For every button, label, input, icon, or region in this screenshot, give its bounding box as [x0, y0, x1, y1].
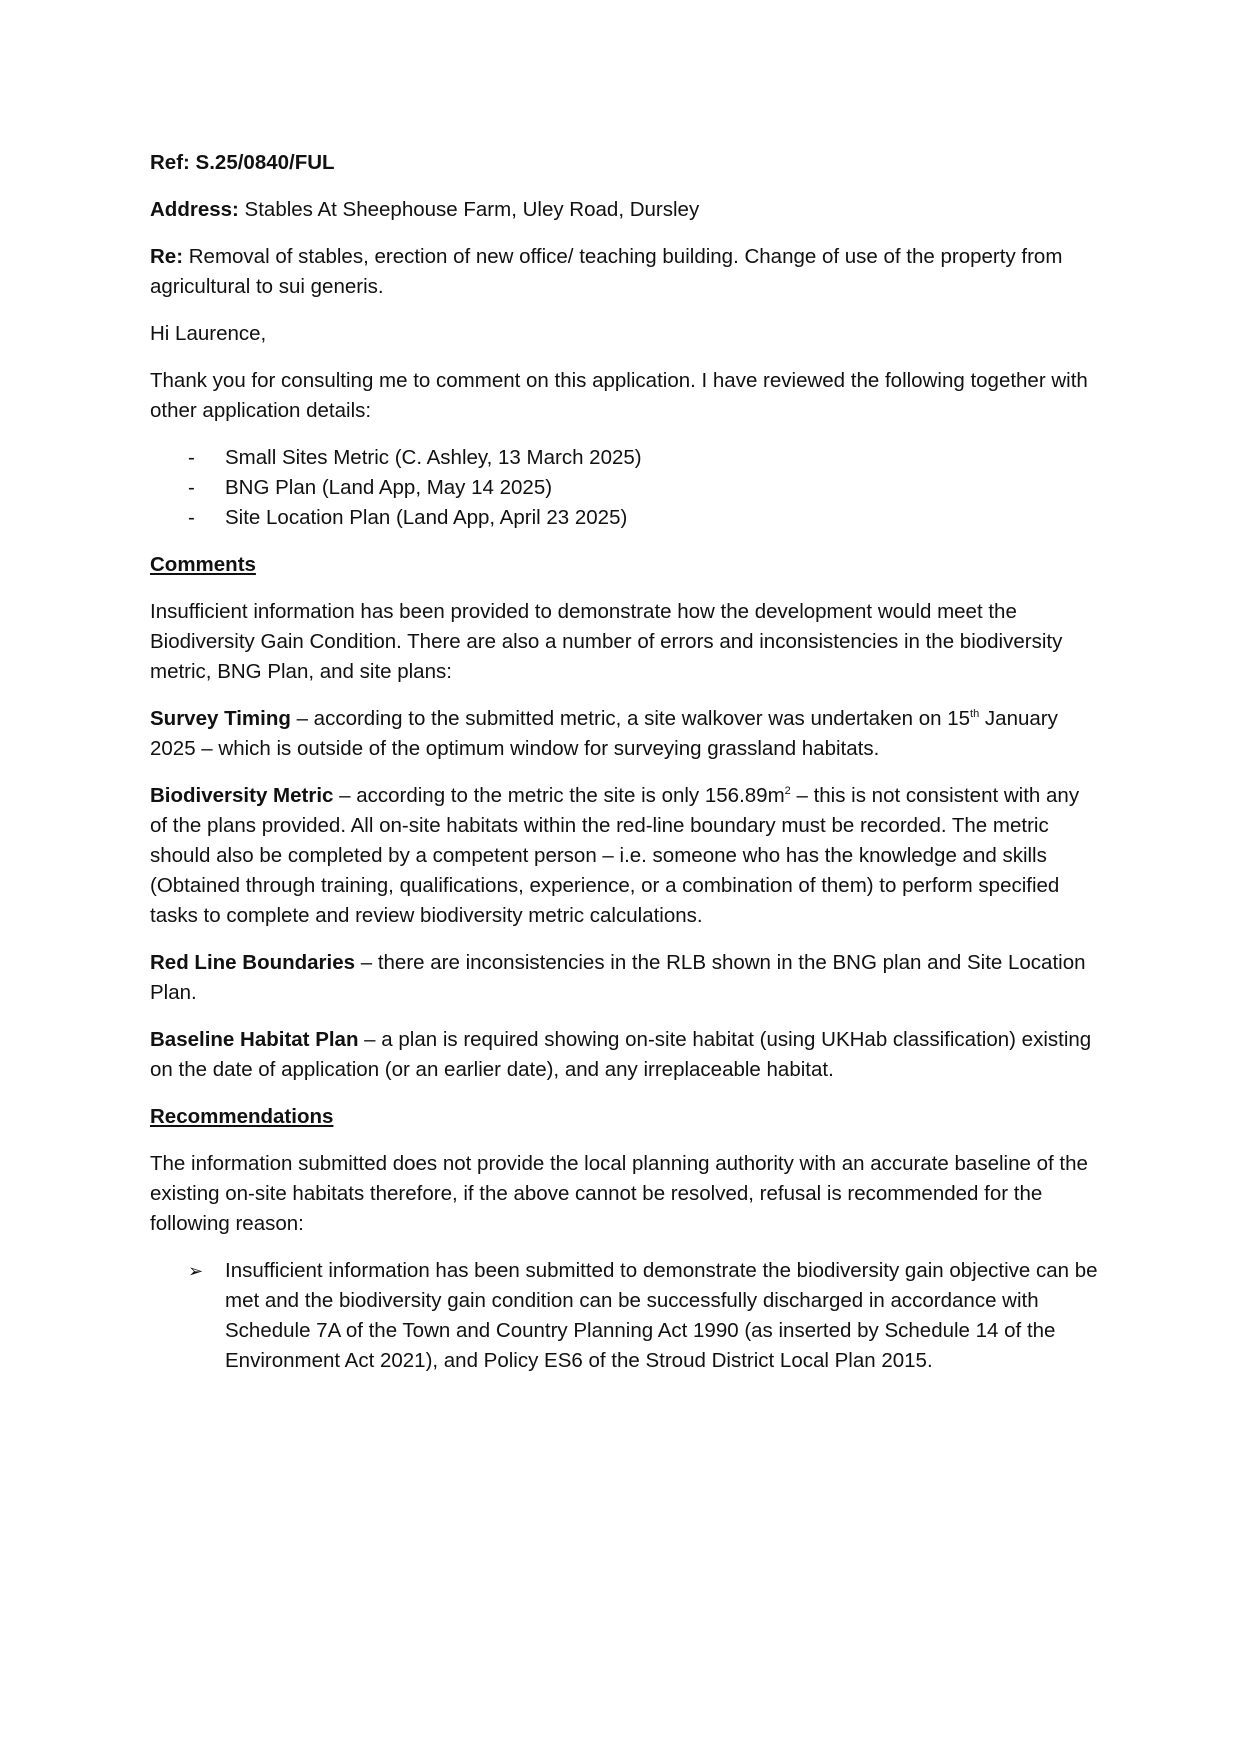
recommendations-heading: Recommendations [150, 1105, 334, 1128]
ref-line [150, 148, 1100, 178]
biodiversity-metric-paragraph [150, 781, 1100, 931]
comments-intro: Insufficient information has been provided to demonstrate how the development would meet the Biodiversity Gain Condition. There are also a number of errors and inconsistencies in the biodiversity metric, BNG Plan, and site plans: [150, 600, 1063, 683]
reasons-list [150, 1256, 1100, 1376]
baseline-habitat-paragraph [150, 1025, 1100, 1085]
dash-marker: - [188, 476, 195, 499]
document-item-text: Small Sites Metric (C. Ashley, 13 March 2025) [225, 446, 642, 469]
survey-timing-sup: th [970, 708, 980, 721]
baseline-habitat-text: – a plan is required showing on-site habitat (using UKHab classification) existing on the date of application (or an earlier date), and any irreplaceable habitat. [150, 1028, 1092, 1081]
intro-paragraph: Thank you for consulting me to comment on this application. I have reviewed the following together with other application details: [150, 369, 1088, 422]
re-value: Removal of stables, erection of new office/ teaching building. Change of use of the property from agricultural to sui generis. [150, 245, 1063, 298]
dash-marker: - [188, 446, 195, 469]
survey-timing-paragraph [150, 704, 1100, 764]
biodiversity-metric-text-2: – this is not consistent with any of the plans provided. All on-site habitats within the red-line boundary must be recorded. The metric should also be completed by a competent person – i.e. someone who has the knowledge and skills (Obtained through training, qualifications, experience, or a combination of them) to perform specified tasks to complete and review biodiversity metric calculations. [150, 784, 1080, 927]
survey-timing-text-2: January 2025 – which is outside of the optimum window for surveying grassland habitats. [150, 707, 1058, 760]
address-value: Stables At Sheephouse Farm, Uley Road, Dursley [238, 198, 700, 221]
biodiversity-metric-text-1: – according to the metric the site is only 156.89m [333, 784, 785, 807]
document-item-text: BNG Plan (Land App, May 14 2025) [225, 476, 553, 499]
reason-text: Insufficient information has been submitted to demonstrate the biodiversity gain objective can be met and the biodiversity gain condition can be successfully discharged in accordance with Schedule 7A of the Town and Country Planning Act 1990 (as inserted by Schedule 14 of the Environment Act 2021), and Policy ES6 of the Stroud District Local Plan 2015. [225, 1259, 1098, 1372]
documents-list [150, 443, 1100, 533]
comments-heading: Comments [150, 553, 256, 576]
ref-label: Ref: S.25/0840/FUL [150, 151, 335, 174]
document-item-text: Site Location Plan (Land App, April 23 2025) [225, 506, 628, 529]
red-line-boundaries-text: – there are inconsistencies in the RLB shown in the BNG plan and Site Location Plan. [150, 951, 1086, 1004]
arrow-bullet-icon: ➢ [188, 1261, 204, 1281]
re-line [150, 242, 1100, 302]
survey-timing-label: Survey Timing [150, 707, 291, 730]
letter-page [150, 148, 1100, 1393]
list-item [150, 473, 1100, 503]
dash-marker: - [188, 506, 195, 529]
re-label: Re: [150, 245, 184, 268]
greeting: Hi Laurence, [150, 322, 267, 345]
red-line-boundaries-label: Red Line Boundaries [150, 951, 356, 974]
biodiversity-metric-sup: 2 [784, 785, 791, 798]
list-item [150, 443, 1100, 473]
recommendations-intro: The information submitted does not provide the local planning authority with an accurate baseline of the existing on-site habitats therefore, if the above cannot be resolved, refusal is recommended for the following reason: [150, 1152, 1088, 1235]
survey-timing-text-1: – according to the submitted metric, a site walkover was undertaken on 15 [290, 707, 971, 730]
red-line-boundaries-paragraph [150, 948, 1100, 1008]
list-item [150, 1256, 1100, 1376]
list-item [150, 503, 1100, 533]
biodiversity-metric-label: Biodiversity Metric [150, 784, 334, 807]
address-label: Address: [150, 198, 239, 221]
baseline-habitat-label: Baseline Habitat Plan [150, 1028, 359, 1051]
address-line [150, 195, 1100, 225]
